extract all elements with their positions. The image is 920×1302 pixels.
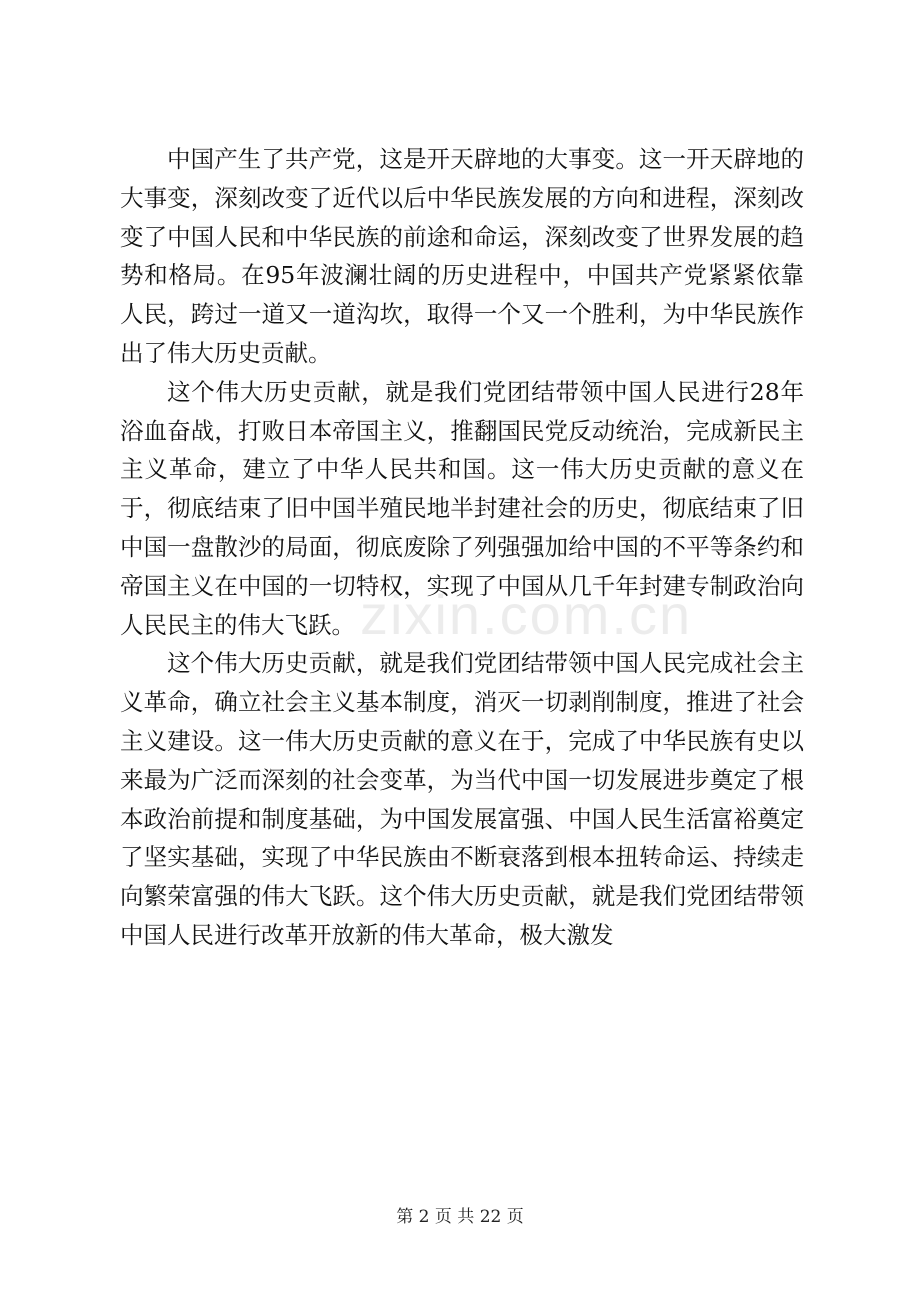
paragraph-2: 这个伟大历史贡献，就是我们党团结带领中国人民进行28年浴血奋战，打败日本帝国主义，推翻国民党反动统治，完成新民主主义革命，建立了中华人民共和国。这一伟大历史贡献的意义在于，彻底结束了旧中国半殖民地半封建社会的历史，彻底结束了旧中国一盘散沙的局面，彻底废除了列强强加给中国的不平等条约和帝国主义在中国的一切特权，实现了中国从几千年封建专制政治向人民民主的伟大飞跃。 <box>120 377 804 639</box>
document-body <box>120 140 804 955</box>
paragraph-3: 这个伟大历史贡献，就是我们党团结带领中国人民完成社会主义革命，确立社会主义基本制度，消灭一切剥削制度，推进了社会主义建设。这一伟大历史贡献的意义在于，完成了中华民族有史以来最为广泛而深刻的社会变革，为当代中国一切发展进步奠定了根本政治前提和制度基础，为中国发展富强、中国人民生活富裕奠定了坚实基础，实现了中华民族由不断衰落到根本扭转命运、持续走向繁荣富强的伟大飞跃。这个伟大历史贡献，就是我们党团结带领中国人民进行改革开放新的伟大革命，极大激发 <box>120 649 804 949</box>
watermark: zixin.com.cn <box>360 583 693 646</box>
page-footer: 第 2 页 共 22 页 <box>396 1207 524 1227</box>
paragraph-1: 中国产生了共产党，这是开天辟地的大事变。这一开天辟地的大事变，深刻改变了近代以后中华民族发展的方向和进程，深刻改变了中国人民和中华民族的前途和命运，深刻改变了世界发展的趋势和格局。在95年波澜壮阔的历史进程中，中国共产党紧紧依靠人民，跨过一道又一道沟坎，取得一个又一个胜利，为中华民族作出了伟大历史贡献。 <box>120 145 804 367</box>
